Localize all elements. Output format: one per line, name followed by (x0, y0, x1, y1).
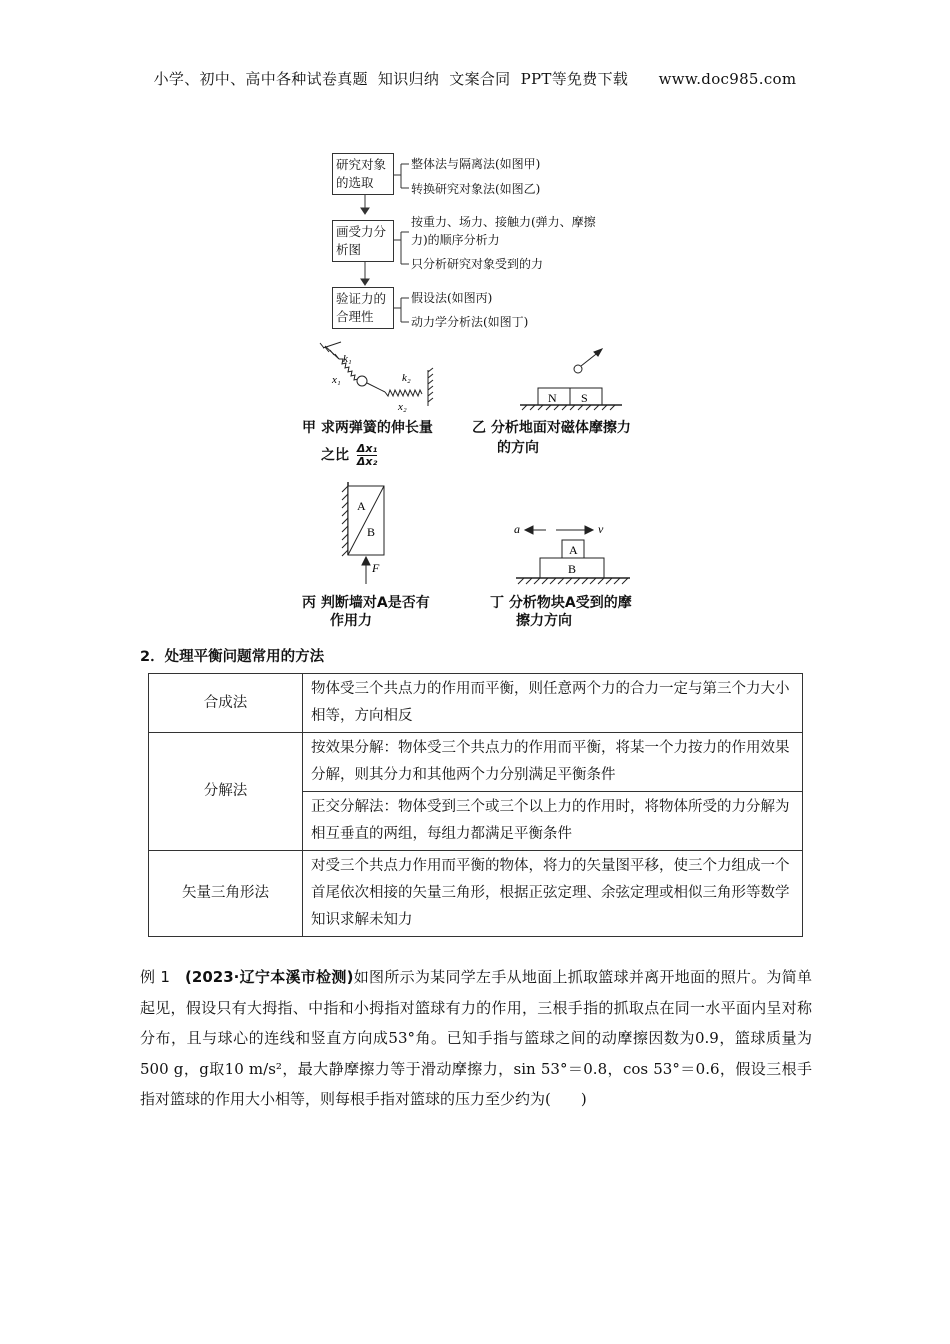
figure-ding-caption: 丁 分析物块A受到的摩 (490, 595, 632, 611)
label-b: B (367, 525, 376, 539)
figure-bing-wall (335, 480, 405, 590)
table-row (149, 674, 803, 733)
method-name: 矢量三角形法 (149, 851, 303, 937)
figure-yi-magnet (510, 345, 630, 415)
figure-jia-caption: 甲 求两弹簧的伸长量 (302, 420, 433, 436)
label-f: F (372, 561, 380, 575)
fraction-numerator: Δx₁ (356, 442, 378, 455)
figure-jia-caption-line2 (321, 443, 377, 468)
flow-item: 整体法与隔离法(如图甲) (411, 157, 541, 171)
figure-yi-caption-line2: 的方向 (497, 440, 539, 456)
label-k2: k₂ (402, 372, 411, 384)
label-b: B (568, 562, 577, 576)
flow-item: 动力学分析法(如图丁) (411, 315, 529, 329)
figure-ding-blocks (510, 518, 635, 588)
example-body: 如图所示为某同学左手从地面上抓取篮球并离开地面的照片。为简单起见，假设只有大拇指、中指和小拇指对篮球有力的作用，三根手指的抓取点在同一水平面内呈对称分布，且与球心的连线和竖直方向成53°角。已知手指与篮球之间的动摩擦因数为0.9，篮球质量为500 g，g取10 m/s²，最大静摩擦力等于滑动摩擦力，sin 53°＝0.8，cos 53°＝0.6，假设三根手指对篮球的作用大小相等，则每根手指对篮球的压力至少约为( ) (140, 968, 812, 1108)
flow-box-verify-forces: 验证力的合理性 (332, 287, 394, 329)
section-title: 2．处理平衡问题常用的方法 (140, 649, 325, 665)
fraction (357, 443, 377, 468)
flow-box-object-selection: 研究对象的选取 (332, 153, 394, 195)
label-k1: k₁ (343, 353, 352, 365)
label-acceleration: a (514, 522, 520, 536)
flow-item: 假设法(如图丙) (411, 291, 493, 305)
figure-bing-caption-line2: 作用力 (330, 613, 372, 629)
method-desc: 物体受三个共点力的作用而平衡，则任意两个力的合力一定与第三个力大小相等，方向相反 (303, 674, 803, 733)
page-header: 小学、初中、高中各种试卷真题 知识归纳 文案合同 PPT等免费下载 www.doc985.com (153, 70, 797, 88)
figure-jia-springs (315, 340, 455, 415)
method-desc: 正交分解法：物体受到三个或三个以上力的作用时，将物体所受的力分解为相互垂直的两组，每组力都满足平衡条件 (303, 792, 803, 851)
figure-ding-caption-line2: 擦力方向 (516, 613, 572, 629)
table-row (149, 851, 803, 937)
label-a: A (357, 499, 366, 513)
label-x2: x₂ (398, 401, 407, 413)
caption-text: 之比 (321, 447, 349, 464)
example-source: (2023·辽宁本溪市检测) (185, 968, 354, 986)
method-desc: 对受三个共点力作用而平衡的物体，将力的矢量图平移，使三个力组成一个首尾依次相接的矢量三角形，根据正弦定理、余弦定理或相似三角形等数学知识求解未知力 (303, 851, 803, 937)
method-desc: 按效果分解：物体受三个共点力的作用而平衡，将某一个力按力的作用效果分解，则其分力和其他两个力分别满足平衡条件 (303, 733, 803, 792)
flow-item: 转换研究对象法(如图乙) (411, 182, 541, 196)
label-velocity: v (598, 522, 604, 536)
example-problem (140, 962, 812, 1115)
label-n: N (548, 391, 557, 405)
figure-yi-caption: 乙 分析地面对磁体摩擦力 (472, 420, 631, 436)
flow-item: 只分析研究对象受到的力 (411, 257, 544, 271)
example-label: 例 1 (140, 968, 170, 986)
method-name: 合成法 (149, 674, 303, 733)
flowchart (0, 0, 950, 340)
table-row (149, 733, 803, 792)
label-s: S (581, 391, 588, 405)
label-a: A (569, 543, 578, 557)
label-x1: x₁ (332, 374, 341, 386)
flow-box-force-diagram: 画受力分析图 (332, 220, 394, 262)
figure-bing-caption: 丙 判断墙对A是否有 (302, 595, 430, 611)
method-name: 分解法 (149, 733, 303, 851)
flow-item: 按重力、场力、接触力(弹力、摩擦 (411, 215, 596, 229)
methods-table (148, 673, 803, 937)
flow-item: 力)的顺序分析力 (411, 233, 500, 247)
fraction-denominator: Δx₂ (356, 455, 378, 468)
